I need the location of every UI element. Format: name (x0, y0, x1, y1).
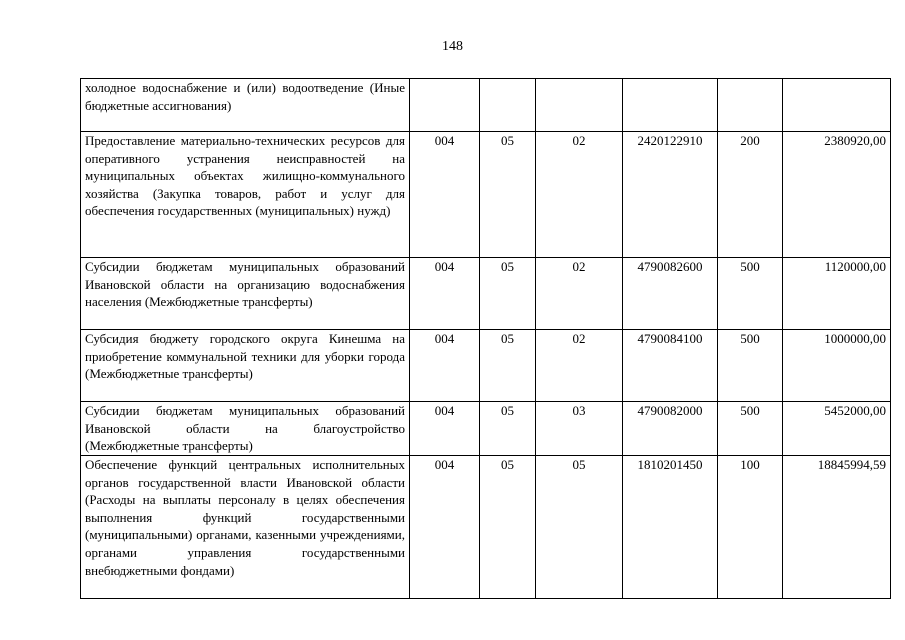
amount-cell (783, 79, 891, 132)
target-article-cell: 4790084100 (623, 330, 718, 402)
table-row (81, 402, 891, 456)
row-description: Субсидии бюджетам муниципальных образований Ивановской области на организацию водоснабжения населения (Межбюджетные трансферты) (81, 258, 410, 330)
expense-type-cell: 100 (718, 456, 783, 599)
target-article-cell (623, 79, 718, 132)
expense-type-cell: 500 (718, 330, 783, 402)
amount-cell: 1000000,00 (783, 330, 891, 402)
target-article-cell: 4790082600 (623, 258, 718, 330)
subsection-code-cell: 05 (536, 456, 623, 599)
amount-cell: 1120000,00 (783, 258, 891, 330)
ministry-code-cell: 004 (410, 330, 480, 402)
section-code-cell (480, 79, 536, 132)
ministry-code-cell: 004 (410, 258, 480, 330)
page-number: 148 (442, 39, 463, 54)
table-row (81, 79, 891, 132)
table-row (81, 132, 891, 258)
subsection-code-cell: 03 (536, 402, 623, 456)
row-description: холодное водоснабжение и (или) водоотведение (Иные бюджетные ассигнования) (81, 79, 410, 132)
section-code-cell: 05 (480, 456, 536, 599)
section-code-cell: 05 (480, 258, 536, 330)
section-code-cell: 05 (480, 402, 536, 456)
section-code-cell: 05 (480, 330, 536, 402)
target-article-cell: 2420122910 (623, 132, 718, 258)
table-row (81, 456, 891, 599)
budget-table (80, 78, 891, 599)
subsection-code-cell (536, 79, 623, 132)
row-description: Субсидия бюджету городского округа Кинешма на приобретение коммунальной техники для уборки города (Межбюджетные трансферты) (81, 330, 410, 402)
expense-type-cell: 200 (718, 132, 783, 258)
expense-type-cell (718, 79, 783, 132)
ministry-code-cell (410, 79, 480, 132)
amount-cell: 18845994,59 (783, 456, 891, 599)
section-code-cell: 05 (480, 132, 536, 258)
row-description: Обеспечение функций центральных исполнительных органов государственной власти Ивановской области (Расходы на выплаты персоналу в целях обеспечения выполнения функций государственными (муниципальными) органами, казенными учреждениями, органами управления государственными внебюджетными фондами) (81, 456, 410, 599)
subsection-code-cell: 02 (536, 132, 623, 258)
target-article-cell: 1810201450 (623, 456, 718, 599)
subsection-code-cell: 02 (536, 330, 623, 402)
row-description: Субсидии бюджетам муниципальных образований Ивановской области на благоустройство (Межбюджетные трансферты) (81, 402, 410, 456)
ministry-code-cell: 004 (410, 456, 480, 599)
amount-cell: 2380920,00 (783, 132, 891, 258)
table-row (81, 258, 891, 330)
ministry-code-cell: 004 (410, 132, 480, 258)
ministry-code-cell: 004 (410, 402, 480, 456)
expense-type-cell: 500 (718, 402, 783, 456)
row-description: Предоставление материально-технических ресурсов для оперативного устранения неисправностей на муниципальных объектах жилищно-коммунального хозяйства (Закупка товаров, работ и услуг для обеспечения государственных (муниципальных) нужд) (81, 132, 410, 258)
subsection-code-cell: 02 (536, 258, 623, 330)
target-article-cell: 4790082000 (623, 402, 718, 456)
amount-cell: 5452000,00 (783, 402, 891, 456)
table-row (81, 330, 891, 402)
expense-type-cell: 500 (718, 258, 783, 330)
